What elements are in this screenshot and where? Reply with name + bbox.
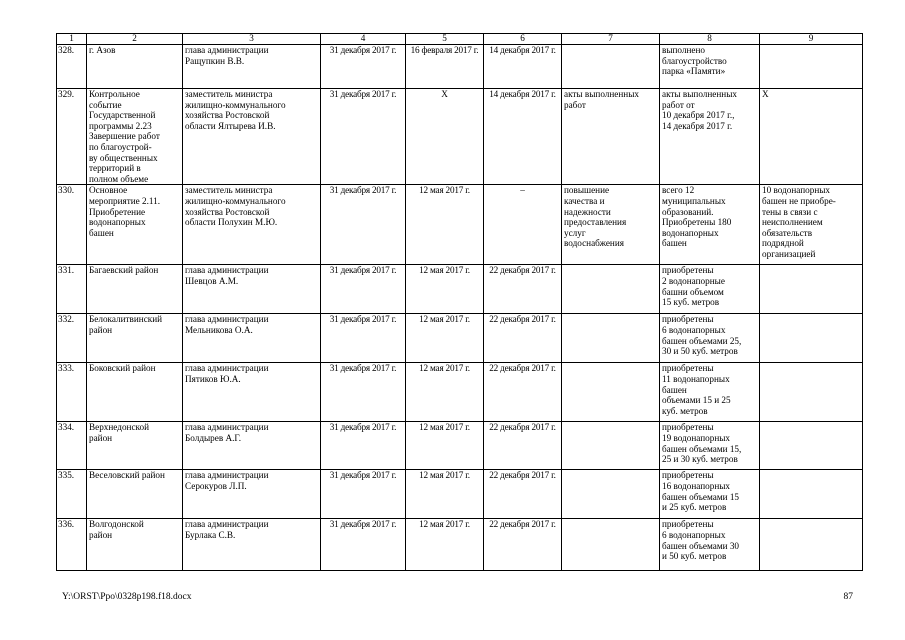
actual-result: приобретены 6 водонапорных башен объемами 30 и 50 куб. метров xyxy=(660,519,760,571)
column-number-header: 2 xyxy=(87,34,183,45)
event-name: Верхнедонской район xyxy=(87,422,183,470)
actual-start-date: 12 мая 2017 г. xyxy=(406,519,484,571)
column-number-header: 9 xyxy=(760,34,863,45)
table-row xyxy=(57,45,863,89)
table-row xyxy=(57,89,863,185)
planned-date: 31 декабря 2017 г. xyxy=(321,314,406,363)
problems-note xyxy=(760,470,863,519)
column-number-header: 6 xyxy=(484,34,562,45)
table-row xyxy=(57,363,863,422)
responsible-person: глава администрации Бурлака С.В. xyxy=(183,519,321,571)
responsible-person: глава администрации Пятиков Ю.А. xyxy=(183,363,321,422)
table-row xyxy=(57,519,863,571)
planned-date: 31 декабря 2017 г. xyxy=(321,265,406,314)
responsible-person: глава администрации Серокуров Л.П. xyxy=(183,470,321,519)
actual-start-date: 12 мая 2017 г. xyxy=(406,185,484,265)
row-number: 329. xyxy=(57,89,87,185)
event-name: Белокалитвинский район xyxy=(87,314,183,363)
actual-start-date: 12 мая 2017 г. xyxy=(406,314,484,363)
column-number-header: 1 xyxy=(57,34,87,45)
table-row xyxy=(57,265,863,314)
actual-start-date: 12 мая 2017 г. xyxy=(406,422,484,470)
event-name: г. Азов xyxy=(87,45,183,89)
actual-end-date: 22 декабря 2017 г. xyxy=(484,519,562,571)
row-number: 336. xyxy=(57,519,87,571)
table-row xyxy=(57,422,863,470)
table-row xyxy=(57,314,863,363)
row-number: 335. xyxy=(57,470,87,519)
document-file-path: Y:\ORST\Ppo\0328p198.f18.docx xyxy=(62,592,192,602)
column-number-header: 8 xyxy=(660,34,760,45)
expected-result xyxy=(562,314,660,363)
actual-result: приобретены 11 водонапорных башен объемами 15 и 25 куб. метров xyxy=(660,363,760,422)
row-number: 334. xyxy=(57,422,87,470)
actual-end-date: 22 декабря 2017 г. xyxy=(484,470,562,519)
expected-result: акты выполненных работ xyxy=(562,89,660,185)
column-number-header: 7 xyxy=(562,34,660,45)
row-number: 333. xyxy=(57,363,87,422)
column-number-header: 5 xyxy=(406,34,484,45)
expected-result xyxy=(562,422,660,470)
row-number: 332. xyxy=(57,314,87,363)
event-name: Багаевский район xyxy=(87,265,183,314)
problems-note xyxy=(760,519,863,571)
expected-result xyxy=(562,519,660,571)
expected-result xyxy=(562,363,660,422)
actual-result: приобретены 6 водонапорных башен объемами 25, 30 и 50 куб. метров xyxy=(660,314,760,363)
table-row xyxy=(57,470,863,519)
event-name: Веселовский район xyxy=(87,470,183,519)
expected-result xyxy=(562,265,660,314)
planned-date: 31 декабря 2017 г. xyxy=(321,363,406,422)
program-report-table xyxy=(56,33,863,571)
column-number-row xyxy=(57,34,863,45)
column-number-header: 3 xyxy=(183,34,321,45)
actual-start-date: 12 мая 2017 г. xyxy=(406,363,484,422)
problems-note xyxy=(760,45,863,89)
row-number: 330. xyxy=(57,185,87,265)
planned-date: 31 декабря 2017 г. xyxy=(321,519,406,571)
problems-note xyxy=(760,422,863,470)
planned-date: 31 декабря 2017 г. xyxy=(321,422,406,470)
actual-result: приобретены 16 водонапорных башен объемами 15 и 25 куб. метров xyxy=(660,470,760,519)
expected-result: повышение качества и надежности предоставления услуг водоснабжения xyxy=(562,185,660,265)
actual-start-date: 12 мая 2017 г. xyxy=(406,470,484,519)
actual-start-date: 16 февраля 2017 г. xyxy=(406,45,484,89)
actual-end-date: 22 декабря 2017 г. xyxy=(484,265,562,314)
planned-date: 31 декабря 2017 г. xyxy=(321,185,406,265)
actual-end-date: 14 декабря 2017 г. xyxy=(484,45,562,89)
actual-end-date: 22 декабря 2017 г. xyxy=(484,314,562,363)
column-number-header: 4 xyxy=(321,34,406,45)
event-name: Контрольное событие Государственной программы 2.23 Завершение работ по благоустрой- ву общественных территорий в полном объеме xyxy=(87,89,183,185)
actual-end-date: 14 декабря 2017 г. xyxy=(484,89,562,185)
responsible-person: заместитель министра жилищно-коммунального хозяйства Ростовской области Ялтырева И.В. xyxy=(183,89,321,185)
planned-date: 31 декабря 2017 г. xyxy=(321,470,406,519)
expected-result xyxy=(562,45,660,89)
actual-result: приобретены 2 водонапорные башни объемом 15 куб. метров xyxy=(660,265,760,314)
actual-start-date: X xyxy=(406,89,484,185)
planned-date: 31 декабря 2017 г. xyxy=(321,45,406,89)
actual-end-date: 22 декабря 2017 г. xyxy=(484,422,562,470)
actual-result: всего 12 муниципальных образований. Приобретены 180 водонапорных башен xyxy=(660,185,760,265)
actual-result: акты выполненных работ от 10 декабря 2017 г., 14 декабря 2017 г. xyxy=(660,89,760,185)
problems-note: X xyxy=(760,89,863,185)
actual-result: приобретены 19 водонапорных башен объемами 15, 25 и 30 куб. метров xyxy=(660,422,760,470)
actual-result: выполнено благоустройство парка «Памяти» xyxy=(660,45,760,89)
event-name: Основное мероприятие 2.11. Приобретение водонапорных башен xyxy=(87,185,183,265)
event-name: Боковский район xyxy=(87,363,183,422)
responsible-person: глава администрации Болдырев А.Г. xyxy=(183,422,321,470)
responsible-person: глава администрации Ращупкин В.В. xyxy=(183,45,321,89)
page-number: 87 xyxy=(843,592,853,602)
table-row xyxy=(57,185,863,265)
actual-end-date: – xyxy=(484,185,562,265)
row-number: 328. xyxy=(57,45,87,89)
problems-note xyxy=(760,314,863,363)
actual-end-date: 22 декабря 2017 г. xyxy=(484,363,562,422)
planned-date: 31 декабря 2017 г. xyxy=(321,89,406,185)
expected-result xyxy=(562,470,660,519)
responsible-person: заместитель министра жилищно-коммунального хозяйства Ростовской области Полухин М.Ю. xyxy=(183,185,321,265)
problems-note xyxy=(760,363,863,422)
responsible-person: глава администрации Шевцов А.М. xyxy=(183,265,321,314)
actual-start-date: 12 мая 2017 г. xyxy=(406,265,484,314)
responsible-person: глава администрации Мельникова О.А. xyxy=(183,314,321,363)
row-number: 331. xyxy=(57,265,87,314)
event-name: Волгодонской район xyxy=(87,519,183,571)
problems-note: 10 водонапорных башен не приобре- тены в связи с неисполнением обязательств подрядной организацией xyxy=(760,185,863,265)
problems-note xyxy=(760,265,863,314)
